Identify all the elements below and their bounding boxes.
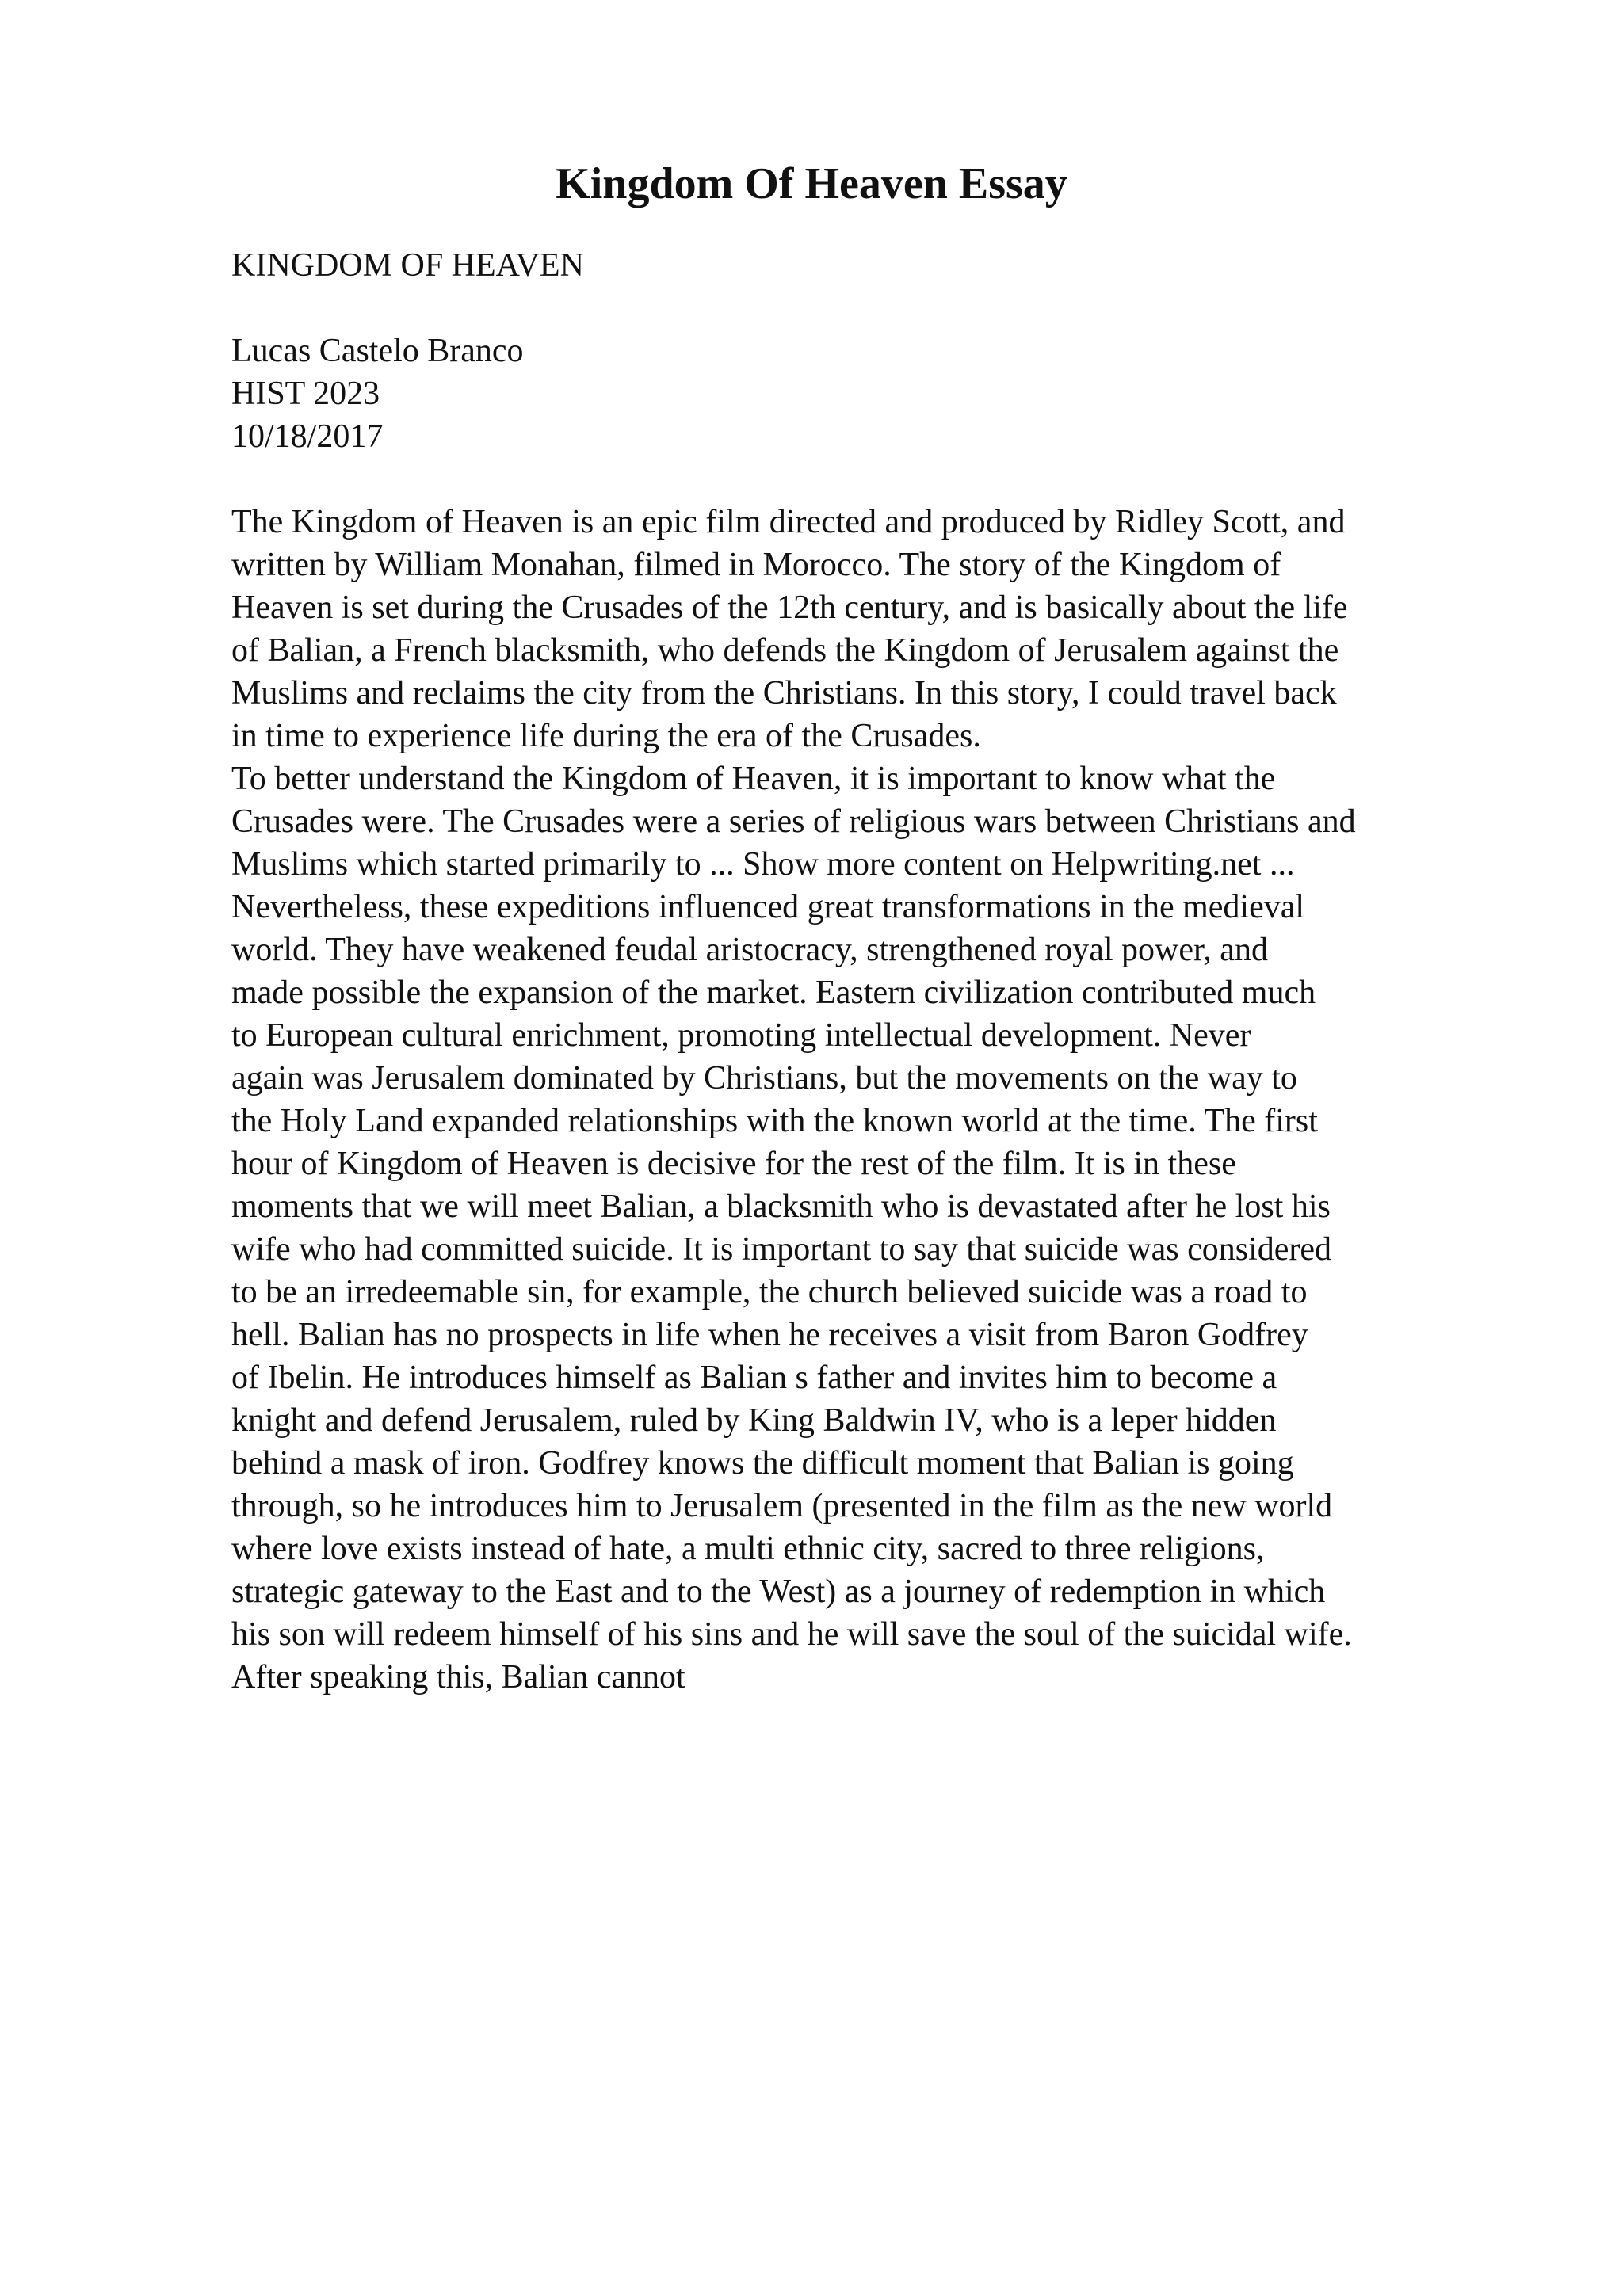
body-line: moments that we will meet Balian, a blacksmith who is devastated after he lost his: [231, 1188, 1331, 1225]
body-line: strategic gateway to the East and to the West) as a journey of redemption in which: [231, 1573, 1326, 1610]
body-line: Crusades were. The Crusades were a series of religious wars between Christians and: [231, 803, 1356, 840]
body-line: in time to experience life during the era of the Crusades.: [231, 718, 981, 754]
essay-body: [231, 501, 1499, 1699]
body-line: The Kingdom of Heaven is an epic film directed and produced by Ridley Scott, and: [231, 504, 1346, 540]
document-content: [231, 244, 1499, 1699]
body-line: the Holy Land expanded relationships with the known world at the time. The first: [231, 1103, 1318, 1139]
body-line: written by William Monahan, filmed in Morocco. The story of the Kingdom of: [231, 547, 1281, 583]
body-line: behind a mask of iron. Godfrey knows the difficult moment that Balian is going: [231, 1445, 1294, 1482]
author-name: Lucas Castelo Branco: [231, 333, 524, 369]
body-line: world. They have weakened feudal aristocracy, strengthened royal power, and: [231, 932, 1268, 968]
body-line: again was Jerusalem dominated by Christians, but the movements on the way to: [231, 1060, 1297, 1097]
spacer: [231, 287, 1499, 330]
body-line: Heaven is set during the Crusades of the 12th century, and is basically about the life: [231, 589, 1348, 626]
body-line: After speaking this, Balian cannot: [231, 1659, 685, 1695]
body-line: where love exists instead of hate, a multi ethnic city, sacred to three religions,: [231, 1531, 1265, 1567]
document-title: Kingdom Of Heaven Essay: [556, 159, 1067, 208]
body-line: Muslims and reclaims the city from the Christians. In this story, I could travel back: [231, 675, 1337, 711]
body-line: of Ibelin. He introduces himself as Balian s father and invites him to become a: [231, 1360, 1277, 1396]
body-line: knight and defend Jerusalem, ruled by King Baldwin IV, who is a leper hidden: [231, 1402, 1277, 1439]
body-line: Nevertheless, these expeditions influenced great transformations in the medieval: [231, 889, 1305, 925]
essay-heading: KINGDOM OF HEAVEN: [231, 247, 584, 284]
spacer: [231, 458, 1499, 501]
body-line: through, so he introduces him to Jerusalem (presented in the film as the new world: [231, 1488, 1333, 1524]
body-line: his son will redeem himself of his sins and he will save the soul of the suicidal wife.: [231, 1616, 1352, 1653]
body-line: hell. Balian has no prospects in life when he receives a visit from Baron Godfrey: [231, 1317, 1308, 1353]
body-line: hour of Kingdom of Heaven is decisive for the rest of the film. It is in these: [231, 1146, 1236, 1182]
body-line: wife who had committed suicide. It is important to say that suicide was considered: [231, 1231, 1332, 1268]
body-line: of Balian, a French blacksmith, who defends the Kingdom of Jerusalem against the: [231, 632, 1339, 669]
body-line: to European cultural enrichment, promoting intellectual development. Never: [231, 1017, 1251, 1054]
body-line: To better understand the Kingdom of Heaven, it is important to know what the: [231, 761, 1276, 797]
body-line: made possible the expansion of the market. Eastern civilization contributed much: [231, 974, 1316, 1011]
course-code: HIST 2023: [231, 376, 380, 412]
body-line: Muslims which started primarily to ... Show more content on Helpwriting.net ...: [231, 846, 1295, 883]
body-line: to be an irredeemable sin, for example, the church believed suicide was a road to: [231, 1274, 1308, 1310]
essay-date: 10/18/2017: [231, 418, 384, 455]
